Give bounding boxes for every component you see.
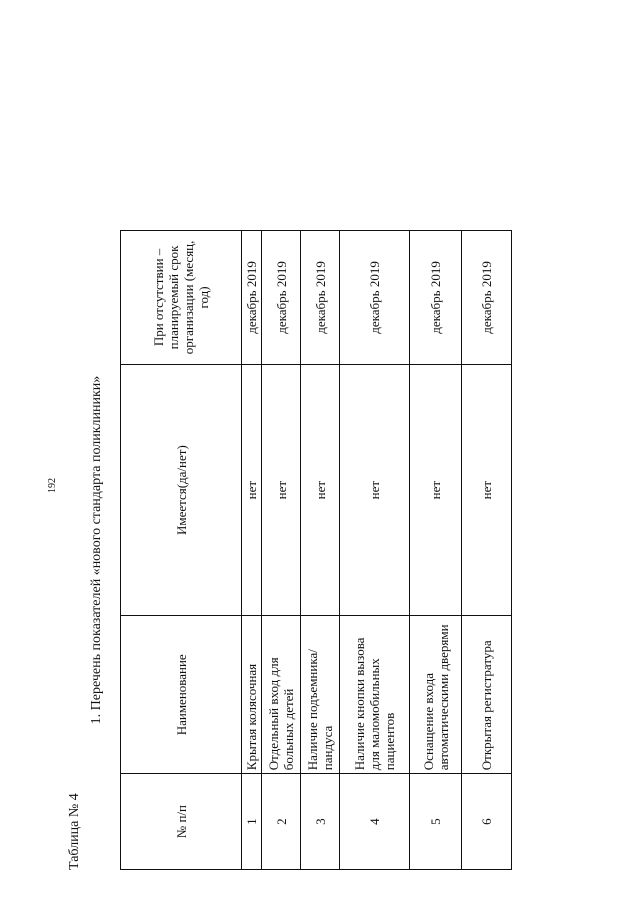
row-planned-term: декабрь 2019 <box>410 231 462 365</box>
table-row <box>242 231 262 870</box>
row-name: Наличие подъемника/пандуса <box>301 616 340 774</box>
row-name: Открытая регистратура <box>462 616 512 774</box>
indicators-table <box>120 230 512 870</box>
row-planned-term: декабрь 2019 <box>242 231 262 365</box>
row-available: нет <box>242 364 262 616</box>
row-available: нет <box>462 364 512 616</box>
table-row <box>340 231 410 870</box>
row-number: 3 <box>301 774 340 870</box>
row-available: нет <box>301 364 340 616</box>
header-available: Имеется(да/нет) <box>121 364 242 616</box>
rotated-page-content <box>60 230 494 870</box>
row-available: нет <box>410 364 462 616</box>
row-available: нет <box>340 364 410 616</box>
page-number: 192 <box>47 478 58 493</box>
row-planned-term: декабрь 2019 <box>262 231 301 365</box>
table-row <box>462 231 512 870</box>
table-header-row <box>121 231 242 870</box>
row-available: нет <box>262 364 301 616</box>
row-number: 2 <box>262 774 301 870</box>
row-number: 5 <box>410 774 462 870</box>
header-name: Наименование <box>121 616 242 774</box>
row-number: 1 <box>242 774 262 870</box>
row-planned-term: декабрь 2019 <box>340 231 410 365</box>
row-number: 4 <box>340 774 410 870</box>
row-name: Крытая колясочная <box>242 616 262 774</box>
section-heading: 1. Перечень показателей «нового стандарта поликлиники» <box>89 375 104 725</box>
row-name: Наличие кнопки вызова для маломобильных пациентов <box>340 616 410 774</box>
row-name: Отдельный вход для больных детей <box>262 616 301 774</box>
header-number: № п/п <box>121 774 242 870</box>
header-planned-term: При отсутствии – планируемый срок организации (месяц, год) <box>121 231 242 365</box>
table-caption: Таблица № 4 <box>67 793 82 870</box>
row-number: 6 <box>462 774 512 870</box>
row-planned-term: декабрь 2019 <box>462 231 512 365</box>
table-row <box>262 231 301 870</box>
row-name: Оснащение входа автоматическими дверями <box>410 616 462 774</box>
row-planned-term: декабрь 2019 <box>301 231 340 365</box>
table-row <box>410 231 462 870</box>
table-row <box>301 231 340 870</box>
